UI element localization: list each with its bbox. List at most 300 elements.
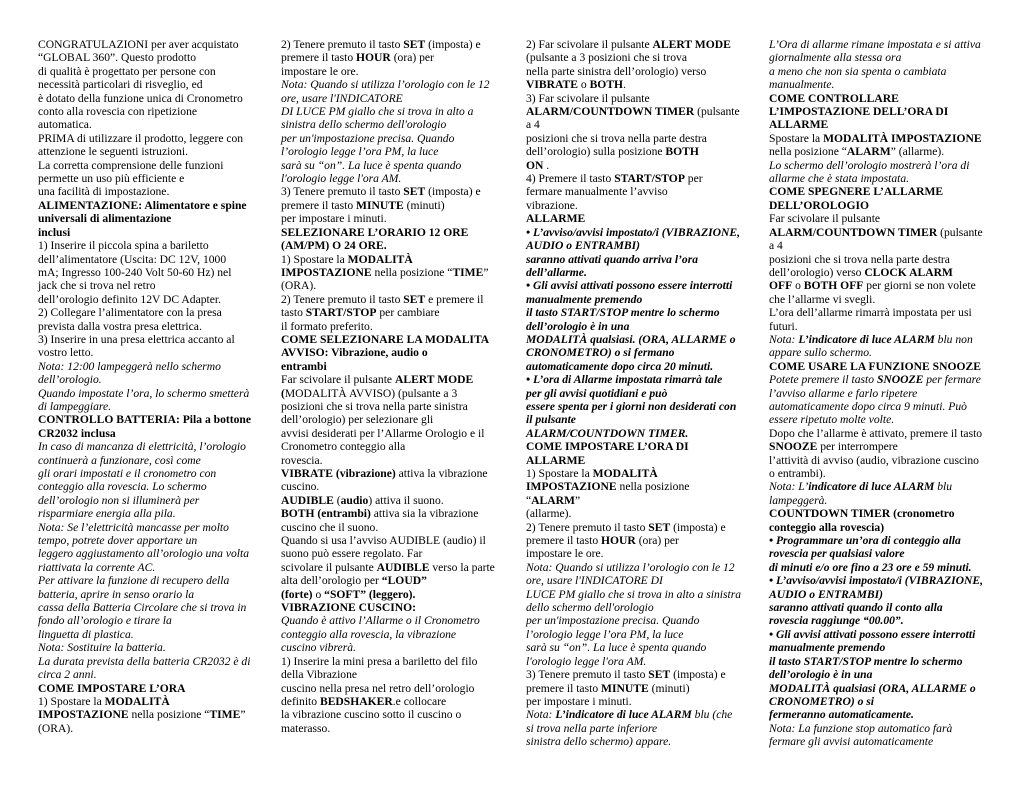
text-run: TIME (452, 265, 484, 279)
text-run: manualmente premendo (769, 641, 886, 655)
text-run: 1) Inserire il piccola spina a bariletto (38, 239, 209, 253)
text-run: attiva sia la vibrazione (370, 507, 479, 521)
column-4 (769, 38, 989, 749)
text-run: batteria, aprire in senso orario la (38, 587, 195, 601)
text-line (769, 105, 989, 118)
text-line (526, 440, 746, 453)
text-line (526, 65, 746, 78)
text-line (281, 38, 501, 51)
text-run: ON (526, 158, 544, 172)
text-run: per impostare i minuti. (281, 212, 387, 226)
text-line (769, 65, 989, 78)
text-run: (ora) per (635, 534, 679, 548)
text-line (38, 159, 258, 172)
text-run: scivolare il pulsante (281, 560, 377, 574)
text-run: ore, usare l'INDICATORE (281, 91, 403, 105)
text-line (281, 722, 501, 735)
text-run: fermare manualmente l’avviso (526, 185, 668, 199)
text-line (769, 547, 989, 560)
text-line (38, 722, 258, 735)
text-run: Far scivolare il pulsante (281, 373, 395, 387)
text-run: START/STOP (305, 306, 377, 320)
text-run: ” (483, 265, 489, 279)
text-run: Nota: (526, 708, 556, 722)
text-run: ALARM (531, 493, 575, 507)
text-line (526, 185, 746, 198)
text-line (769, 561, 989, 574)
text-line (526, 320, 746, 333)
text-line (281, 199, 501, 212)
text-line (769, 132, 989, 145)
text-run: 1) Spostare la (526, 467, 593, 480)
text-run: ALARM/COUNTDOWN TIMER (526, 105, 695, 119)
text-run: 1) Spostare la (281, 252, 348, 266)
text-run: dell’orologio) per selezionare gli (281, 413, 434, 427)
text-run: (ora) per (390, 51, 434, 65)
text-run: impostare le ore. (281, 64, 359, 78)
text-run: (imposta) e (425, 38, 481, 51)
text-run: posizioni che si trova nella parte destra (769, 252, 950, 266)
text-run: SET (403, 38, 426, 51)
text-line (281, 360, 501, 373)
text-line (38, 199, 258, 212)
text-run: (imposta) e (425, 185, 481, 199)
text-line (281, 480, 501, 493)
text-run: SET (648, 520, 671, 534)
text-run: 3) Inserire in una presa elettrica accanto al (38, 332, 235, 346)
text-run: TIME (209, 708, 241, 722)
text-line (281, 159, 501, 172)
text-run: Spostare la (769, 131, 824, 145)
text-line (526, 588, 746, 601)
text-run: Per attivare la funzione di recupero della (38, 574, 230, 588)
text-line (526, 534, 746, 547)
text-run: rovescia. (281, 453, 323, 467)
text-run: impostare le ore. (526, 547, 604, 561)
text-run: “SOFT” (leggero). (324, 587, 416, 601)
text-run: allarme che è stata impostata. (769, 172, 910, 186)
text-line (769, 387, 989, 400)
text-line (526, 400, 746, 413)
text-run: La corretta comprensione delle funzioni (38, 158, 224, 172)
text-run: risparmiare energia alla pila. (38, 507, 176, 521)
text-line (281, 534, 501, 547)
text-run: Nota: 12:00 lampeggerà nello schermo (38, 359, 221, 373)
text-line (769, 333, 989, 346)
text-line (38, 467, 258, 480)
text-run: il pulsante (526, 413, 576, 427)
text-line (526, 601, 746, 614)
text-run: verso la parte (429, 560, 495, 574)
text-run: ALARM/COUNTDOWN TIMER (769, 225, 938, 239)
text-line (769, 413, 989, 426)
text-run: saranno attivati quando arriva l’ora (526, 252, 699, 266)
text-run: Nota: (769, 332, 799, 346)
text-line (526, 735, 746, 748)
text-run: HOUR (601, 534, 636, 548)
text-run: avvisi desiderati per l’Allarme Orologio e il (281, 426, 485, 440)
text-run: permette un uso più efficiente e (38, 172, 185, 186)
text-run: continuerà a funzionare, così come (38, 453, 201, 467)
text-line (526, 668, 746, 681)
text-run: MINUTE (601, 681, 649, 695)
text-run: 3) Far scivolare il pulsante (526, 91, 650, 105)
text-run: blu (che (691, 708, 733, 722)
text-line (526, 306, 746, 319)
text-run: IMPOSTAZIONE (281, 265, 372, 279)
text-line (526, 655, 746, 668)
text-line (281, 387, 501, 400)
text-run: In caso di mancanza di elettricità, l’orologio (38, 440, 246, 454)
text-run: premere il tasto (281, 51, 357, 65)
text-line (281, 440, 501, 453)
text-run: MODALITÀ IMPOSTAZIONE (823, 131, 982, 145)
text-run: 3) Tenere premuto il tasto (526, 668, 649, 682)
text-line (281, 306, 501, 319)
text-run: il tasto START/STOP mentre lo schermo (769, 654, 963, 668)
text-line (526, 145, 746, 158)
text-run: necessità particolari di risveglio, ed (38, 78, 203, 92)
text-line (769, 159, 989, 172)
text-run: attiva la vibrazione (395, 467, 488, 480)
text-line (769, 293, 989, 306)
text-line (38, 346, 258, 359)
text-run: dell’orologio non si illuminerà per (38, 493, 200, 507)
text-line (281, 655, 501, 668)
text-run: tempo, potrete dover apportare un (38, 534, 198, 548)
text-run: manualmente. (769, 78, 835, 92)
text-line (526, 172, 746, 185)
text-run: COME IMPOSTARE L’ORA DI (526, 440, 689, 454)
text-line (38, 521, 258, 534)
text-run: (AM/PM) O 24 ORE. (281, 239, 387, 253)
text-line (281, 346, 501, 359)
text-run: l’orologio legge l’ora PM, la luce (281, 145, 439, 159)
text-line (281, 118, 501, 131)
text-run: HOUR (356, 51, 391, 65)
text-run: automatica. (38, 118, 92, 132)
text-run: cuscino vibrerà. (281, 641, 356, 655)
text-run: DI LUCE PM giallo che si trova in alto a (281, 105, 474, 119)
text-run: posizioni che si trova nella parte destra (526, 131, 707, 145)
text-run: per un'impostazione precisa. Quando (281, 131, 455, 145)
text-run: prevista dalla vostra presa elettrica. (38, 319, 202, 333)
text-run: dell’orologio definito 12V DC Adapter. (38, 292, 222, 306)
text-line (526, 695, 746, 708)
text-line (526, 722, 746, 735)
text-run: (ORA). (38, 721, 74, 735)
text-run: (pulsante (694, 105, 740, 119)
text-run: IMPOSTAZIONE (38, 708, 129, 722)
text-run: Lo schermo dell’orologio mostrerà l’ora di (769, 158, 970, 172)
text-run: cuscino che il suono. (281, 520, 379, 534)
text-run: VIBRATE (526, 78, 578, 92)
text-run: ( (333, 493, 341, 507)
text-line (281, 427, 501, 440)
text-line (281, 695, 501, 708)
text-run: 2) Tenere premuto il tasto (281, 292, 404, 306)
text-line (526, 682, 746, 695)
text-line (281, 413, 501, 426)
text-line (526, 708, 746, 721)
text-run: 2) Tenere premuto il tasto (281, 38, 404, 51)
text-run: COME IMPOSTARE L’ORA (38, 681, 186, 695)
text-run: 2) Collegare l’alimentatore con la presa (38, 306, 222, 320)
text-line (769, 588, 989, 601)
text-line (38, 78, 258, 91)
text-run: fermeranno automaticamente. (769, 708, 914, 722)
text-line (526, 628, 746, 641)
text-line (38, 293, 258, 306)
text-line (281, 628, 501, 641)
text-run: dell’orologio è in una (769, 668, 873, 682)
text-line (281, 373, 501, 386)
text-line (38, 588, 258, 601)
text-line (281, 172, 501, 185)
text-run: si trova nella parte inferiore (526, 721, 658, 735)
text-run: automaticamente dopo circa 20 minuti. (526, 359, 714, 373)
text-run: dell’orologio. (38, 373, 102, 387)
text-line (281, 293, 501, 306)
text-line (281, 92, 501, 105)
text-line (769, 655, 989, 668)
text-run: mA; Ingresso 100-240 Volt 50-60 Hz) nel (38, 265, 232, 279)
text-run: • L’avviso/avvisi impostato/i (VIBRAZIONE, (769, 574, 984, 588)
text-run: suono può essere regolato. Far (281, 547, 423, 561)
text-line (281, 614, 501, 627)
text-line (526, 253, 746, 266)
text-line (526, 293, 746, 306)
text-line (769, 185, 989, 198)
text-line (769, 51, 989, 64)
text-line (526, 413, 746, 426)
text-run: L’indicatore di luce ALARM (798, 332, 935, 346)
text-line (38, 65, 258, 78)
text-line (526, 333, 746, 346)
text-run: (ORA). (281, 279, 317, 293)
text-run: VIBRATE (vibrazione) (281, 467, 396, 480)
text-run: per cambiare (376, 306, 440, 320)
text-run: o (312, 587, 325, 601)
text-line (769, 212, 989, 225)
text-line (769, 199, 989, 212)
text-line (769, 172, 989, 185)
text-run: sarà su “on”. La luce è spenta quando (526, 641, 707, 655)
text-run: ALERT MODE (394, 373, 474, 387)
text-line (769, 118, 989, 131)
text-line (769, 614, 989, 627)
text-run: .e collocare (392, 694, 447, 708)
text-run: a 4 (526, 118, 540, 132)
text-line (38, 51, 258, 64)
text-line (769, 253, 989, 266)
text-run: essere ripetuto molte volte. (769, 413, 895, 427)
text-run: (imposta) e (670, 520, 726, 534)
text-run: dell’orologio) verso (769, 265, 865, 279)
text-run: nella posizione (616, 480, 690, 494)
text-line (769, 38, 989, 51)
text-line (281, 239, 501, 252)
text-line (281, 708, 501, 721)
text-line (281, 253, 501, 266)
text-run: ” (574, 493, 581, 507)
text-run: cassa della Batteria Circolare che si trova in (38, 601, 247, 615)
text-run: indicatore di luce ALARM (808, 480, 935, 494)
text-line (526, 132, 746, 145)
text-line (281, 65, 501, 78)
text-run: CRONOMETRO) o si fermano (526, 346, 675, 360)
text-line (526, 51, 746, 64)
text-line (526, 346, 746, 359)
text-run: “ (526, 493, 532, 507)
text-run: Nota: Quando si utilizza l’orologio con le 12 (526, 560, 735, 574)
text-line (526, 212, 746, 225)
text-run: automaticamente dopo circa 9 minuti. Può (769, 399, 967, 413)
text-run: o (792, 279, 804, 293)
text-run: SELEZIONARE L’ORARIO 12 ORE (281, 225, 469, 239)
text-run: appare sullo schermo. (769, 346, 872, 360)
text-run: ALARM (846, 145, 891, 159)
text-run: ALLARME (769, 118, 829, 132)
text-run: e premere il (425, 292, 484, 306)
text-run: SET (403, 185, 426, 199)
text-line (38, 574, 258, 587)
text-run: che l’allarme vi svegli. (769, 292, 876, 306)
text-line (38, 226, 258, 239)
text-run: CONGRATULAZIONI per aver acquistato (38, 38, 239, 51)
text-run: fermare gli avvisi automaticamente (769, 735, 934, 749)
text-run: CONTROLLO BATTERIA: Pila a bottone (38, 413, 252, 427)
text-line (769, 266, 989, 279)
text-line (281, 668, 501, 681)
text-line (38, 333, 258, 346)
text-run: ( (281, 386, 285, 400)
text-line (281, 507, 501, 520)
text-run: . (543, 158, 550, 172)
text-line (526, 199, 746, 212)
text-run: 2) Tenere premuto il tasto (526, 520, 649, 534)
text-run: Dopo che l’allarme è attivato, premere il tasto (769, 426, 983, 440)
text-line (281, 51, 501, 64)
text-line (526, 279, 746, 292)
text-run: SNOOZE (769, 440, 818, 454)
text-line (526, 454, 746, 467)
text-line (769, 521, 989, 534)
text-line (281, 641, 501, 654)
text-run: SET (403, 292, 426, 306)
text-line (526, 467, 746, 480)
text-line (769, 467, 989, 480)
text-line (769, 695, 989, 708)
text-run: Quando è attivo l’Allarme o il Cronometro (281, 614, 480, 628)
text-run: (minuti) (403, 198, 445, 212)
text-line (526, 78, 746, 91)
text-line (38, 118, 258, 131)
text-line (769, 574, 989, 587)
text-run: Nota: L’ (769, 480, 809, 494)
text-run: MODALITÀ AVVISO) (pulsante a 3 (284, 386, 458, 400)
text-run: ore, usare l'INDICATORE DI (526, 574, 663, 588)
text-run: per gli avvisi quotidiani e può (526, 386, 668, 400)
text-line (38, 132, 258, 145)
text-run: BOTH (665, 145, 699, 159)
text-line (769, 601, 989, 614)
text-run: Far scivolare il pulsante (769, 212, 881, 226)
text-line (526, 226, 746, 239)
text-line (38, 440, 258, 453)
text-line (526, 38, 746, 51)
text-run: l’orologio legge l’ora PM, la luce (526, 627, 684, 641)
text-line (526, 373, 746, 386)
text-run: L’Ora di allarme rimane impostata e si attiva (769, 38, 981, 51)
text-line (769, 735, 989, 748)
text-run: 1) Spostare la (38, 694, 105, 708)
text-run: COME CONTROLLARE (769, 91, 899, 105)
text-line (526, 521, 746, 534)
text-run: definito (281, 694, 320, 708)
text-run: VIBRAZIONE CUSCINO: (281, 601, 416, 615)
text-line (38, 387, 258, 400)
text-run: blu non (934, 332, 973, 346)
text-run: COME SPEGNERE L’ALLARME (769, 185, 944, 199)
text-line (38, 494, 258, 507)
text-run: vostro letto. (38, 346, 94, 360)
text-run: gli orari impostati e il cronometro con (38, 467, 217, 480)
text-run: entrambi (281, 359, 327, 373)
text-run: nella posizione “ (769, 145, 847, 159)
text-run: ALLARME (526, 212, 586, 226)
text-line (281, 105, 501, 118)
text-run: il tasto START/STOP mentre lo schermo (526, 306, 720, 320)
text-line (769, 400, 989, 413)
text-run: per fermare (923, 373, 981, 387)
text-run: La durata prevista della batteria CR2032 è di (38, 654, 251, 668)
text-line (38, 427, 258, 440)
text-run: a 4 (769, 239, 783, 253)
text-line (38, 400, 258, 413)
text-run: 3) Tenere premuto il tasto (281, 185, 404, 199)
text-run: per (684, 172, 703, 186)
text-run: • Gli avvisi attivati possono essere interrotti (526, 279, 733, 293)
text-line (281, 454, 501, 467)
text-line (526, 387, 746, 400)
text-run: a meno che non sia spenta o cambiata (769, 64, 947, 78)
text-line (281, 333, 501, 346)
text-run: dell’orologio) sulla posizione (526, 145, 666, 159)
text-run: universali di alimentazione (38, 212, 172, 226)
text-run: OFF (769, 279, 793, 293)
text-run: MODALITÀ (592, 467, 658, 480)
text-line (281, 601, 501, 614)
text-line (38, 668, 258, 681)
text-run: L’indicatore di luce ALARM (555, 708, 692, 722)
text-run: L’IMPOSTAZIONE DELL’ORA DI (769, 105, 949, 119)
text-line (526, 547, 746, 560)
text-line (281, 279, 501, 292)
text-line (526, 105, 746, 118)
text-line (38, 628, 258, 641)
text-line (769, 145, 989, 158)
text-run: o entrambi). (769, 467, 826, 480)
text-run: COME USARE LA FUNZIONE SNOOZE (769, 359, 981, 373)
text-line (38, 373, 258, 386)
text-line (281, 588, 501, 601)
text-run: MINUTE (356, 198, 404, 212)
text-run: fondo all’orologio e tirare la (38, 614, 172, 628)
text-run: conteggio alla rovescia. Lo schermo (38, 480, 207, 494)
text-line (281, 574, 501, 587)
text-line (38, 360, 258, 373)
